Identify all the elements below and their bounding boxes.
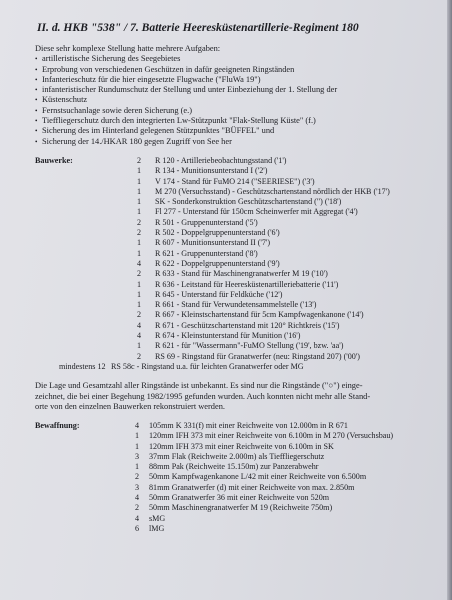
item-count: mindestens 12 (59, 361, 106, 371)
bauwerk-row (103, 321, 444, 331)
item-count: 1 (136, 197, 141, 207)
item-text: R 622 - Doppelgruppenunterstand ('9') (155, 258, 280, 268)
task-item (35, 85, 444, 95)
item-text: R 607 - Munitionsunterstand II ('7') (155, 238, 271, 248)
item-text: 120mm IFH 373 mit einer Reichweite von 6.100m in SK (149, 441, 334, 451)
item-count: 1 (134, 441, 139, 451)
item-text: Fl 277 - Unterstand für 150cm Scheinwerfer mit Aggregat ('4') (155, 207, 358, 217)
bauwerk-row (103, 269, 444, 279)
bullet-icon: • (35, 106, 38, 115)
task-item (35, 65, 444, 75)
item-text: 50mm Maschinengranatwerfer M 19 (Reichweite 750m) (149, 503, 333, 513)
waffe-row (103, 462, 444, 472)
bauwerk-row (103, 238, 444, 248)
item-text: R 645 - Unterstand für Feldküche ('12') (155, 289, 283, 299)
task-text: Sicherung des im Hinterland gelegenen Stützpunktes "BÜFFEL" und (42, 126, 275, 136)
item-text: R 633 - Stand für Maschinengranatwerfer M 19 ('10') (155, 269, 328, 279)
item-text: R 661 - Stand für Verwundetensammelstelle ('13') (155, 300, 317, 310)
waffe-row (103, 472, 444, 482)
item-text: R 667 - Kleinstschartenstand für 5cm Kampfwagenkanone ('14') (155, 310, 364, 320)
item-count: 2 (134, 503, 139, 513)
bauwerk-row (103, 352, 444, 362)
task-text: Infanterieschutz für die hier eingesetzte Flugwache ("FluWa 19") (42, 74, 261, 84)
item-text: 105mm K 331(f) mit einer Reichweite von 12.000m in R 671 (149, 420, 348, 430)
item-count: 2 (136, 351, 141, 361)
task-text: Küstenschutz (42, 95, 88, 105)
item-text: lMG (149, 523, 165, 533)
item-text: R 671 - Geschützschartenstand mit 120° Richtkreis ('15') (155, 320, 340, 330)
item-count: 1 (136, 279, 141, 289)
item-count: 4 (136, 258, 141, 268)
item-count: 4 (136, 331, 141, 341)
waffe-row (103, 442, 444, 452)
item-count: 1 (136, 207, 141, 217)
item-count: 1 (136, 176, 141, 186)
item-count: 1 (134, 431, 139, 441)
task-item (35, 137, 444, 147)
bullet-icon: • (35, 86, 38, 95)
task-text: Erprobung von verschiedenen Geschützen in dafür geeigneten Ringständen (42, 64, 295, 74)
item-text: R 502 - Doppelgruppenunterstand ('6') (155, 228, 280, 238)
bullet-icon: • (35, 137, 38, 146)
item-text: SK - Sonderkonstruktion Geschützschartenstand (") ('18') (155, 197, 342, 207)
item-text: R 636 - Leitstand für Heeresküstenartilleriebatterie ('11') (155, 279, 339, 289)
item-text: RS 69 - Ringstand für Granatwerfer (neu: Ringstand 207) ('00') (155, 351, 360, 361)
bauwerk-row (59, 361, 444, 372)
item-count: 3 (134, 451, 139, 461)
item-text: 37mm Flak (Reichweite 2.000m) als Tieffliegerschutz (149, 451, 325, 461)
item-count: 3 (134, 482, 139, 492)
bullet-icon: • (35, 65, 38, 74)
bauwerk-row (103, 280, 444, 290)
task-text: Sicherung der 14./HKAR 180 gegen Zugriff von See her (42, 136, 232, 146)
bauwerk-row (103, 331, 444, 341)
item-count: 4 (136, 320, 141, 330)
item-text: R 621 - Gruppenunterstand ('8') (155, 248, 258, 258)
item-text: 50mm Granatwerfer 36 mit einer Reichweite von 520m (149, 493, 330, 503)
bauwerk-row (103, 187, 444, 197)
waffe-row (103, 421, 444, 431)
item-count: 1 (136, 186, 141, 196)
bauwerk-row (103, 197, 444, 207)
item-count: 2 (136, 228, 141, 238)
bauwerk-row (103, 259, 444, 269)
waffe-row (103, 452, 444, 462)
item-text: R 674 - Kleinstunterstand für Munition ('16') (155, 331, 301, 341)
bauwerk-row (103, 290, 444, 300)
task-item (35, 106, 444, 116)
task-text: artilleristische Sicherung des Seegebietes (42, 54, 181, 64)
task-list (35, 54, 444, 147)
intro-block (35, 44, 444, 147)
bauwerk-row (103, 177, 444, 187)
bullet-icon: • (35, 127, 38, 136)
task-text: Tieffliegerschutz durch den integrierten Lw-Stützpunkt "Flak-Stellung Küste" (f.) (42, 116, 316, 126)
item-count: 2 (136, 310, 141, 320)
bauwerke-label: Bauwerke: (35, 155, 73, 165)
waffe-row (103, 503, 444, 513)
item-text: M 270 (Versuchsstand) - Geschützschartenstand nördlich der HKB ('17') (155, 186, 390, 196)
bauwerk-row (103, 218, 444, 228)
bullet-icon: • (35, 55, 38, 64)
item-text: 88mm Pak (Reichweite 15.150m) zur Panzerabwehr (149, 462, 319, 472)
item-text: R 120 - Artilleriebeobachtungsstand ('1') (155, 155, 287, 165)
item-text: RS 58c - Ringstand u.a. für leichten Granatwerfer oder MG (111, 361, 304, 371)
bauwerk-row (103, 249, 444, 259)
note-line: orte von den einzelnen Bauwerken rekonstruiert werden. (35, 402, 225, 412)
page-title: II. d. HKB "538" / 7. Batterie Heeresküstenartillerie-Regiment 180 (37, 21, 359, 34)
note-line: zeichnet, die bei einer Begehung 1982/1995 gefunden wurden. Auch konnten nicht mehr alle Stand- (35, 391, 371, 401)
waffe-row (103, 524, 444, 534)
bewaffnung-section (23, 421, 444, 534)
bullet-icon: • (35, 75, 38, 84)
bullet-icon: • (35, 96, 38, 105)
bauwerk-row (103, 310, 444, 320)
task-item (35, 54, 444, 64)
waffe-row (103, 514, 444, 524)
intro-lead: Diese sehr komplexe Stellung hatte mehrere Aufgaben: (35, 44, 221, 53)
bauwerke-section (23, 156, 444, 372)
bauwerk-row (103, 156, 444, 166)
item-count: 2 (136, 155, 141, 165)
item-text: R 134 - Munitionsunterstand I ('2') (155, 166, 268, 176)
waffe-row (103, 483, 444, 493)
item-text: R 501 - Gruppenunterstand ('5') (155, 217, 258, 227)
item-count: 1 (136, 248, 141, 258)
item-count: 4 (134, 493, 139, 503)
page-edge-shadow (447, 0, 452, 600)
item-count: 1 (136, 289, 141, 299)
item-text: V 174 - Stand für FuMO 214 ("SEERIESE") ('3') (155, 176, 315, 186)
item-count: 1 (134, 462, 139, 472)
item-text: 120mm IFH 373 mit einer Reichweite von 6.100m in M 270 (Versuchsbau) (149, 431, 394, 441)
task-text: Fernstsuchanlage sowie deren Sicherung (e.) (42, 105, 193, 115)
task-item (35, 75, 444, 85)
task-item (35, 95, 444, 105)
bauwerk-row (103, 300, 444, 310)
task-item (35, 116, 444, 126)
item-count: 1 (136, 300, 141, 310)
bewaffnung-label: Bewaffnung: (35, 420, 80, 430)
task-text: infanteristischer Rundumschutz der Stellung und unter Einbeziehung der 1. Stellung der (42, 85, 338, 95)
item-count: 6 (134, 523, 139, 533)
bewaffnung-list (103, 421, 444, 534)
bullet-icon: • (35, 117, 38, 126)
item-count: 2 (134, 472, 139, 482)
task-item (35, 126, 444, 136)
item-text: 81mm Granatwerfer (d) mit einer Reichweite von max. 2.850m (149, 482, 355, 492)
note-line: Die Lage und Gesamtzahl aller Ringstände ist unbekannt. Es sind nur die Ringstände ("○") einge- (35, 381, 363, 391)
item-text: R 621 - für "Wassermann"-FuMO Stellung ('19', bzw. 'aa') (155, 341, 344, 351)
item-count: 2 (136, 269, 141, 279)
item-count: 2 (136, 217, 141, 227)
bauwerk-row (103, 228, 444, 238)
bauwerke-list (59, 155, 444, 372)
bauwerk-row (103, 207, 444, 217)
item-count: 1 (136, 341, 141, 351)
item-text: 50mm Kampfwagenkanone L/42 mit einer Reichweite von 6.500m (149, 472, 367, 482)
bauwerk-row (103, 341, 444, 351)
item-text: sMG (149, 513, 166, 523)
item-count: 1 (136, 166, 141, 176)
item-count: 4 (134, 420, 139, 430)
note-paragraph (35, 381, 444, 413)
item-count: 4 (134, 513, 139, 523)
bauwerk-row (103, 166, 444, 176)
item-count: 1 (136, 238, 141, 248)
waffe-row (103, 493, 444, 503)
waffe-row (103, 431, 444, 441)
